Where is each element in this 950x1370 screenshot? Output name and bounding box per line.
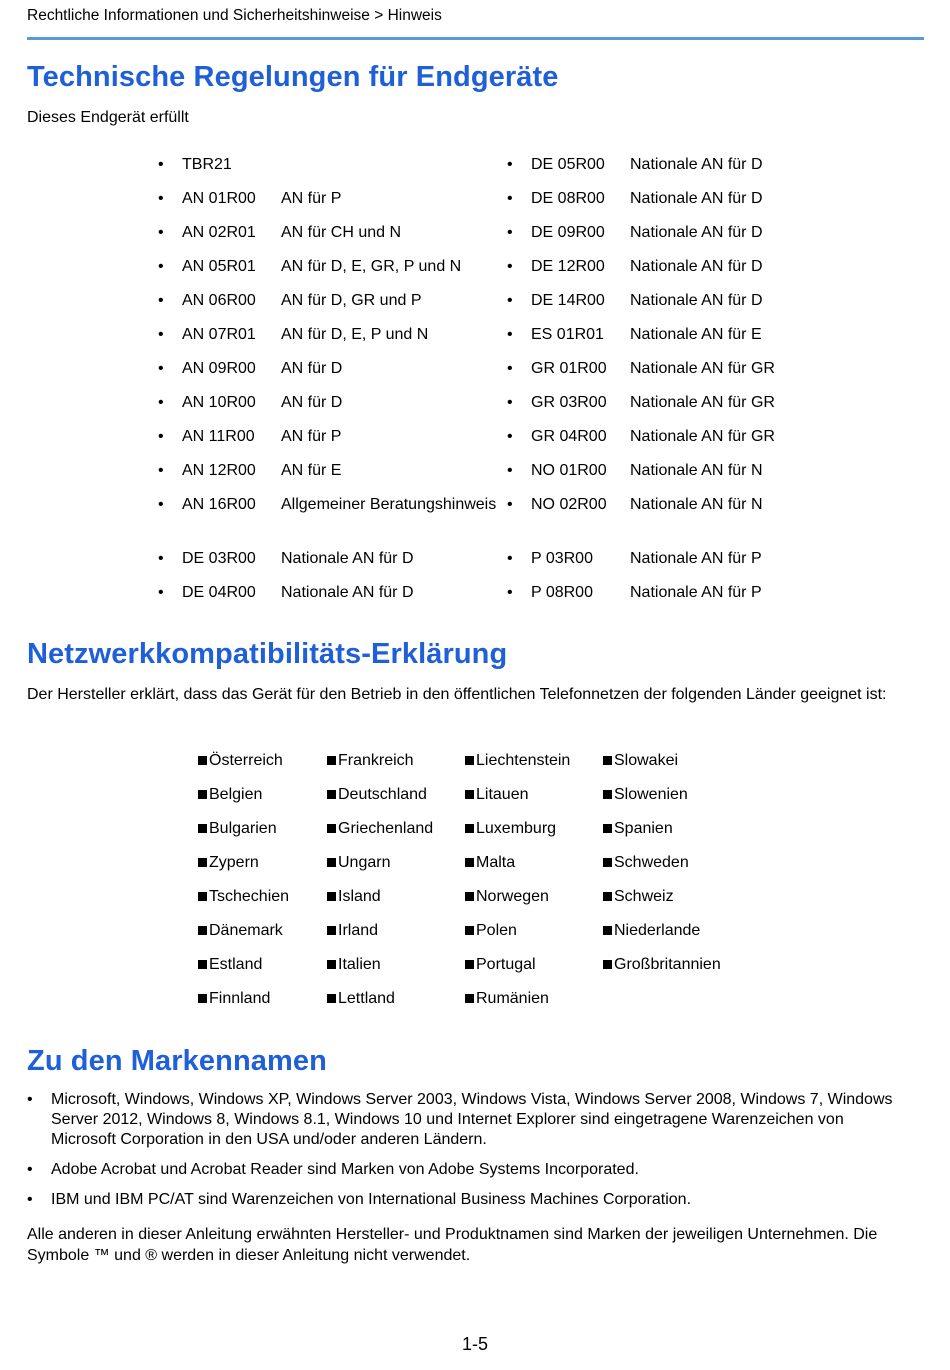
table-row [150, 356, 790, 390]
standard-code: DE 08R00 [531, 190, 605, 207]
standard-description: AN für CH und N [281, 224, 402, 241]
table-row [150, 254, 790, 288]
bullet: • [507, 292, 513, 309]
country-name: Malta [476, 854, 516, 871]
square-bullet-icon [465, 994, 474, 1003]
standard-code: DE 09R00 [531, 224, 605, 241]
bullet: • [507, 224, 513, 241]
standard-description: AN für D [281, 360, 343, 377]
country-name: Schweden [614, 854, 689, 871]
table-row [196, 954, 761, 988]
square-bullet-icon [327, 790, 336, 799]
standard-description: Nationale AN für N [630, 462, 763, 479]
bullet: • [158, 394, 164, 411]
square-bullet-icon [198, 960, 207, 969]
standard-code: NO 02R00 [531, 496, 607, 513]
bullet: • [158, 462, 164, 479]
standard-description: AN für P [281, 428, 342, 445]
square-bullet-icon [603, 824, 612, 833]
standard-code: DE 04R00 [182, 584, 256, 601]
country-name: Österreich [209, 752, 283, 769]
table-row [150, 492, 790, 546]
bullet: • [507, 326, 513, 343]
standard-description: Nationale AN für D [630, 292, 763, 309]
table-row [196, 784, 761, 818]
list-item [27, 1090, 907, 1150]
square-bullet-icon [603, 926, 612, 935]
country-cell [463, 886, 601, 920]
bullet: • [507, 156, 513, 173]
country-name: Island [338, 888, 381, 905]
bullet: • [507, 360, 513, 377]
standard-description: Nationale AN für GR [630, 428, 775, 445]
trademark-text: Microsoft, Windows, Windows XP, Windows Server 2003, Windows Vista, Windows Server 2008, Windows 7, Windows Server 2012, Windows 8, Windows 8.1, Windows 10 und Internet Explorer sind eingetragene Warenzeichen von Microsoft Corporation in den USA und/oder anderen Ländern. [51, 1091, 893, 1148]
country-name: Polen [476, 922, 517, 939]
square-bullet-icon [603, 858, 612, 867]
country-cell [196, 784, 325, 818]
standard-code: DE 14R00 [531, 292, 605, 309]
bullet: • [158, 258, 164, 275]
square-bullet-icon [603, 756, 612, 765]
standard-code: DE 03R00 [182, 550, 256, 567]
country-cell [463, 852, 601, 886]
country-cell [601, 920, 761, 954]
country-cell [196, 988, 325, 1022]
square-bullet-icon [327, 926, 336, 935]
country-name: Estland [209, 956, 263, 973]
square-bullet-icon [465, 926, 474, 935]
standard-code: DE 05R00 [531, 156, 605, 173]
square-bullet-icon [603, 960, 612, 969]
country-cell [325, 784, 463, 818]
square-bullet-icon [198, 858, 207, 867]
country-cell [601, 954, 761, 988]
square-bullet-icon [603, 790, 612, 799]
bullet: • [158, 550, 164, 567]
country-name: Litauen [476, 786, 529, 803]
country-name: Zypern [209, 854, 259, 871]
square-bullet-icon [198, 926, 207, 935]
standard-description: AN für D, E, GR, P und N [281, 258, 462, 275]
square-bullet-icon [465, 892, 474, 901]
list-item [27, 1160, 907, 1180]
bullet: • [507, 584, 513, 601]
square-bullet-icon [198, 892, 207, 901]
table-row [196, 988, 761, 1022]
country-cell [196, 954, 325, 988]
table-row [150, 424, 790, 458]
bullet: • [507, 258, 513, 275]
country-name: Italien [338, 956, 381, 973]
standard-code: GR 03R00 [531, 394, 607, 411]
country-name: Schweiz [614, 888, 674, 905]
table-row [196, 750, 761, 784]
page-number: 1-5 [461, 1334, 488, 1354]
trademark-text: IBM und IBM PC/AT sind Warenzeichen von International Business Machines Corporation. [51, 1191, 692, 1208]
standard-description: AN für P [281, 190, 342, 207]
country-cell [196, 920, 325, 954]
bullet: • [27, 1191, 33, 1208]
bullet: • [507, 462, 513, 479]
country-cell [463, 988, 601, 1022]
standard-description: Nationale AN für E [630, 326, 762, 343]
country-cell [601, 988, 761, 1022]
country-name: Frankreich [338, 752, 414, 769]
standard-description: Nationale AN für GR [630, 394, 775, 411]
standard-description: Nationale AN für D [281, 584, 414, 601]
country-name: Irland [338, 922, 379, 939]
country-name: Lettland [338, 990, 395, 1007]
header-rule [27, 37, 924, 40]
bullet: • [158, 326, 164, 343]
standard-code: AN 05R01 [182, 258, 256, 275]
country-table [196, 750, 761, 1022]
country-name: Bulgarien [209, 820, 277, 837]
table-row [150, 220, 790, 254]
standard-description: Nationale AN für D [630, 156, 763, 173]
standard-code: GR 04R00 [531, 428, 607, 445]
table-row [150, 546, 790, 580]
bullet: • [27, 1161, 33, 1178]
table-row [150, 186, 790, 220]
table-row [150, 458, 790, 492]
table-row [150, 152, 790, 186]
table-row [196, 886, 761, 920]
standard-description: Nationale AN für D [281, 550, 414, 567]
square-bullet-icon [198, 994, 207, 1003]
table-row [196, 852, 761, 886]
square-bullet-icon [198, 824, 207, 833]
breadcrumb: Rechtliche Informationen und Sicherheitshinweise > Hinweis [27, 7, 442, 24]
standard-description: AN für D [281, 394, 343, 411]
standard-code: P 08R00 [531, 584, 593, 601]
list-item [27, 1190, 907, 1210]
bullet: • [507, 428, 513, 445]
square-bullet-icon [465, 960, 474, 969]
country-name: Griechenland [338, 820, 434, 837]
country-cell [601, 852, 761, 886]
table-row [150, 390, 790, 424]
standard-code: ES 01R01 [531, 326, 604, 343]
country-name: Finnland [209, 990, 271, 1007]
country-name: Luxemburg [476, 820, 557, 837]
country-name: Liechtenstein [476, 752, 571, 769]
country-name: Spanien [614, 820, 673, 837]
square-bullet-icon [327, 858, 336, 867]
country-name: Tschechien [209, 888, 290, 905]
standard-code: AN 01R00 [182, 190, 256, 207]
bullet: • [507, 394, 513, 411]
standard-description: Nationale AN für GR [630, 360, 775, 377]
bullet: • [158, 190, 164, 207]
square-bullet-icon [327, 824, 336, 833]
square-bullet-icon [198, 790, 207, 799]
standard-code: AN 07R01 [182, 326, 256, 343]
square-bullet-icon [465, 790, 474, 799]
country-cell [463, 920, 601, 954]
table-row [196, 818, 761, 852]
country-name: Slowenien [614, 786, 688, 803]
section-title-netzwerkkompatibilitaet: Netzwerkkompatibilitäts-Erklärung [27, 638, 508, 670]
country-cell [325, 818, 463, 852]
country-cell [601, 818, 761, 852]
standard-description: AN für E [281, 462, 342, 479]
standard-code: AN 09R00 [182, 360, 256, 377]
country-name: Slowakei [614, 752, 679, 769]
standard-code: NO 01R00 [531, 462, 607, 479]
bullet: • [158, 496, 164, 513]
country-cell [325, 954, 463, 988]
standard-code: AN 16R00 [182, 496, 256, 513]
standard-description [281, 152, 499, 154]
standard-description: Nationale AN für D [630, 258, 763, 275]
country-cell [325, 886, 463, 920]
square-bullet-icon [198, 756, 207, 765]
table-row [150, 580, 790, 614]
country-cell [601, 886, 761, 920]
country-name: Niederlande [614, 922, 701, 939]
country-cell [463, 818, 601, 852]
bullet: • [158, 584, 164, 601]
standard-code: AN 12R00 [182, 462, 256, 479]
section2-intro: Der Hersteller erklärt, dass das Gerät für den Betrieb in den öffentlichen Telefonnetzen der folgenden Länder geeignet ist: [27, 686, 887, 703]
standard-description: Nationale AN für D [630, 224, 763, 241]
bullet: • [507, 496, 513, 513]
trademark-list [27, 1090, 907, 1220]
standard-code: TBR21 [182, 156, 232, 173]
bullet: • [27, 1091, 33, 1108]
country-cell [196, 818, 325, 852]
country-cell [601, 750, 761, 784]
standard-code: P 03R00 [531, 550, 593, 567]
standard-code: AN 11R00 [182, 428, 255, 445]
bullet: • [507, 190, 513, 207]
table-row [196, 920, 761, 954]
bullet: • [507, 550, 513, 567]
trademark-closing: Alle anderen in dieser Anleitung erwähnten Hersteller- und Produktnamen sind Marken der jeweiligen Unternehmen. Die Symbole ™ und ® werden in dieser Anleitung nicht verwendet. [27, 1226, 878, 1264]
square-bullet-icon [327, 960, 336, 969]
square-bullet-icon [465, 756, 474, 765]
standards-table [150, 152, 790, 614]
standard-code: GR 01R00 [531, 360, 607, 377]
country-name: Norwegen [476, 888, 549, 905]
standard-description: AN für D, E, P und N [281, 326, 429, 343]
country-cell [196, 852, 325, 886]
standard-description: Nationale AN für P [630, 584, 762, 601]
standard-code: DE 12R00 [531, 258, 605, 275]
country-name: Ungarn [338, 854, 391, 871]
country-cell [325, 920, 463, 954]
standard-description: Nationale AN für P [630, 550, 762, 567]
country-cell [325, 750, 463, 784]
section-title-markennamen: Zu den Markennamen [27, 1045, 327, 1077]
square-bullet-icon [327, 892, 336, 901]
standard-description: AN für D, GR und P [281, 292, 422, 309]
standard-code: AN 10R00 [182, 394, 256, 411]
country-cell [463, 954, 601, 988]
country-name: Rumänien [476, 990, 549, 1007]
country-cell [601, 784, 761, 818]
country-name: Deutschland [338, 786, 427, 803]
country-name: Dänemark [209, 922, 283, 939]
square-bullet-icon [327, 994, 336, 1003]
country-cell [463, 750, 601, 784]
section1-intro: Dieses Endgerät erfüllt [27, 109, 189, 126]
country-cell [463, 784, 601, 818]
standard-description: Nationale AN für N [630, 496, 763, 513]
bullet: • [158, 156, 164, 173]
standard-code: AN 02R01 [182, 224, 256, 241]
square-bullet-icon [327, 756, 336, 765]
standard-description: Allgemeiner Beratungshinweis [281, 496, 497, 513]
bullet: • [158, 360, 164, 377]
country-cell [325, 988, 463, 1022]
bullet: • [158, 292, 164, 309]
section-title-technische-regelungen: Technische Regelungen für Endgeräte [27, 61, 559, 93]
bullet: • [158, 428, 164, 445]
square-bullet-icon [465, 824, 474, 833]
country-name: Großbritannien [614, 956, 721, 973]
country-cell [196, 750, 325, 784]
country-cell [325, 852, 463, 886]
bullet: • [158, 224, 164, 241]
table-row [150, 288, 790, 322]
country-name: Belgien [209, 786, 263, 803]
country-name: Portugal [476, 956, 536, 973]
square-bullet-icon [603, 892, 612, 901]
table-row [150, 322, 790, 356]
square-bullet-icon [465, 858, 474, 867]
standard-description: Nationale AN für D [630, 190, 763, 207]
standard-code: AN 06R00 [182, 292, 256, 309]
country-cell [196, 886, 325, 920]
trademark-text: Adobe Acrobat und Acrobat Reader sind Marken von Adobe Systems Incorporated. [51, 1161, 639, 1178]
